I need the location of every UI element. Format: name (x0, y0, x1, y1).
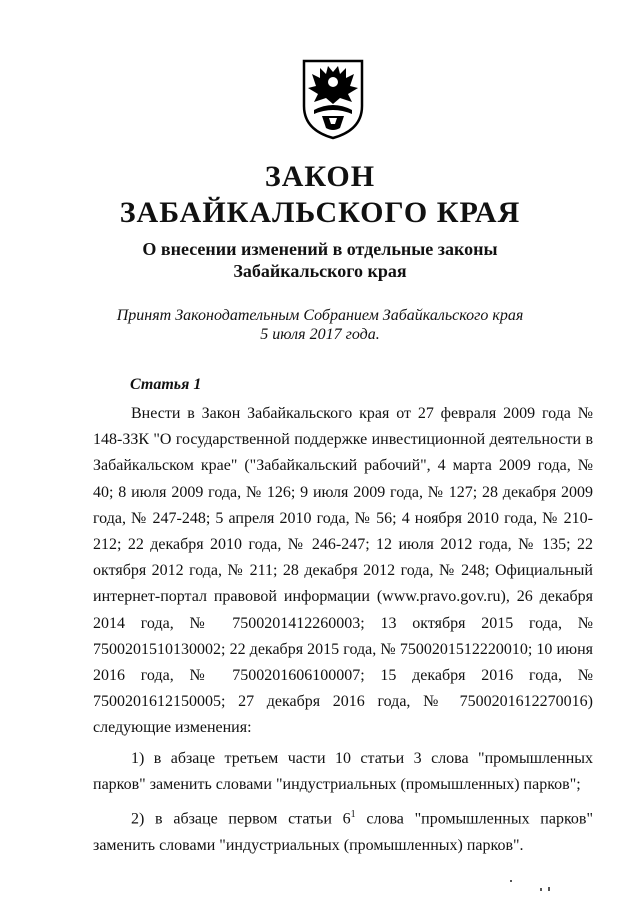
adoption-note (0, 306, 640, 344)
adoption-note-line2: 5 июля 2017 года. (260, 326, 380, 343)
law-subject-line2: Забайкальского края (233, 261, 407, 281)
coat-of-arms-icon (300, 58, 366, 140)
article-heading: Статья 1 (130, 376, 202, 393)
adoption-note-line1: Принят Законодательным Собранием Забайкальского края (116, 307, 524, 324)
main-paragraph: Внести в Закон Забайкальского края от 27 февраля 2009 года № 148-ЗЗК "О государственной поддержке инвестиционной деятельности в Забайкальском крае" ("Забайкальский рабочий", 4 марта 2009 года, № 40; 8 июля 2009 года, № 126; 9 июля 2009 года, № 127; 28 декабря 2009 года, № 247-248; 5 апреля 2010 года, № 56; 4 ноября 2010 года, № 210-212; 22 декабря 2010 года, № 246-247; 12 июля 2012 года, № 135; 22 октября 2012 года, № 211; 28 декабря 2012 года, № 248; Официальный интернет-портал правовой информации (www.pravo.gov.ru), 26 декабря 2014 года, № 7500201412260003; 13 октября 2015 года, № 7500201510130002; 22 декабря 2015 года, № 7500201512220010; 10 июня 2016 года, № 7500201606100007; 15 декабря 2016 года, № 7500201612150005; 27 декабря 2016 года, № 7500201612270016) следующие изменения: (93, 405, 593, 737)
law-subject (0, 238, 640, 282)
region-title: ЗАБАЙКАЛЬСКОГО КРАЯ (119, 196, 521, 229)
scan-speck (510, 880, 512, 882)
superscript-number: 1 (350, 809, 356, 821)
law-title: ЗАКОН (264, 160, 376, 193)
article-body (93, 401, 593, 859)
amendment-item-1: 1) в абзаце третьем части 10 статьи 3 слова "промышленных парков" заменить словами "индустриальных (промышленных) парков"; (93, 749, 593, 793)
scan-speck (548, 887, 550, 891)
amendment-item-2-prefix: 2) в абзаце первом статьи 6 (131, 810, 351, 828)
law-subject-line1: О внесении изменений в отдельные законы (142, 239, 498, 259)
scan-speck (540, 888, 542, 891)
amendment-item-2 (93, 802, 593, 859)
amendment-item-2-suffix: слова "промышленных парков" заменить словами "индустриальных (промышленных) парков". (93, 810, 594, 854)
